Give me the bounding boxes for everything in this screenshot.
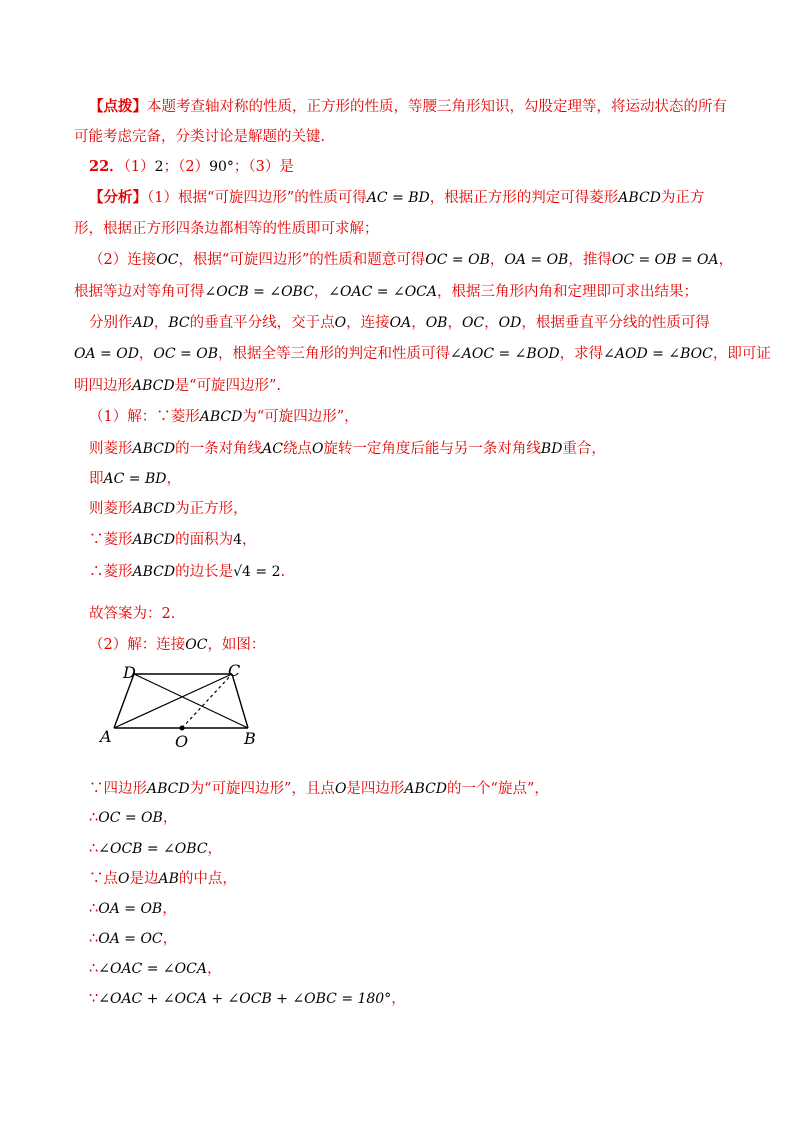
math: ∠AOC = ∠BOD bbox=[450, 346, 560, 362]
text: ， bbox=[484, 315, 499, 331]
text: ，求得 bbox=[559, 346, 604, 362]
math: ∠OAC + ∠OCA + ∠OCB + ∠OBC = 180° bbox=[98, 991, 392, 1007]
text: ∵菱形 bbox=[89, 532, 133, 548]
text: 是边 bbox=[129, 871, 159, 887]
text: ， bbox=[162, 810, 178, 826]
text: ， bbox=[718, 252, 734, 268]
answer-part-1-label: （1） bbox=[123, 159, 155, 175]
math: ABCD bbox=[132, 378, 175, 394]
math: BC bbox=[168, 315, 190, 331]
solution-2-step-8 bbox=[89, 988, 406, 1010]
text: （2）连接 bbox=[89, 252, 157, 268]
math: OC bbox=[156, 252, 179, 268]
math: OC = OB = OA bbox=[611, 252, 719, 268]
trapezoid-figure bbox=[96, 658, 276, 753]
diagonal-bd bbox=[134, 674, 248, 728]
math: O bbox=[311, 441, 324, 457]
text: 旋转一定角度后能与另一条对角线 bbox=[323, 441, 541, 457]
text: ， bbox=[411, 315, 426, 331]
math: ABCD bbox=[132, 532, 176, 548]
analysis-line-5 bbox=[89, 312, 710, 334]
math: OC = OB bbox=[153, 346, 219, 362]
math: AC = BD bbox=[366, 190, 430, 206]
text: 则菱形 bbox=[89, 501, 133, 517]
solution-1-line-1 bbox=[89, 406, 359, 428]
solution-1-line-5 bbox=[89, 529, 257, 551]
text: 分别作 bbox=[89, 315, 133, 331]
math: OA = OD bbox=[74, 346, 139, 362]
text: 根据等边对等角可得 bbox=[74, 284, 205, 300]
solution-2-step-3 bbox=[89, 838, 222, 860]
text: ，即可证 bbox=[712, 346, 771, 362]
text: ，根据正方形的判定可得菱形 bbox=[429, 190, 619, 206]
analysis-line-6 bbox=[74, 343, 771, 365]
tip-label: 【点拨】 bbox=[89, 98, 147, 115]
text: ， bbox=[207, 841, 223, 857]
math: OA = OB bbox=[98, 901, 163, 917]
solution-2-step-1 bbox=[89, 778, 549, 800]
math: OA = OB bbox=[504, 252, 569, 268]
text: ， bbox=[166, 471, 181, 487]
math: OC bbox=[461, 315, 485, 331]
text: 则菱形 bbox=[89, 441, 133, 457]
analysis-line-7 bbox=[74, 375, 281, 397]
math: ∠OCB = ∠OBC bbox=[98, 841, 208, 857]
text: ， bbox=[153, 315, 169, 331]
math: AD bbox=[132, 315, 154, 331]
text: 明四边形 bbox=[74, 378, 132, 394]
solution-1-line-6 bbox=[89, 561, 285, 583]
solution-1-line-2 bbox=[89, 438, 606, 460]
answer-part-2: 90° bbox=[209, 159, 234, 175]
math: ∠AOD = ∠BOC bbox=[603, 346, 713, 362]
text: 的面积为 bbox=[175, 532, 234, 548]
text: 的边长是 bbox=[175, 564, 234, 580]
text: ， bbox=[162, 901, 177, 917]
text: （2）解：连接 bbox=[89, 637, 186, 653]
text: ∴ bbox=[89, 961, 99, 977]
tip-text-1: 本题考查轴对称的性质，正方形的性质，等腰三角形知识，勾股定理等，将运动状态的所有 bbox=[147, 99, 727, 115]
text: 为“可旋四边形”，且点 bbox=[189, 781, 335, 797]
tip-line-1 bbox=[89, 96, 727, 118]
text: ，推得 bbox=[568, 252, 612, 268]
text: 的中点， bbox=[178, 871, 237, 887]
label-o: O bbox=[175, 732, 189, 751]
text: ，根据垂直平分线的性质可得 bbox=[521, 315, 710, 331]
math: ABCD bbox=[618, 190, 661, 206]
analysis-line-3 bbox=[89, 249, 733, 271]
text: ∴ bbox=[89, 810, 99, 826]
text: 为正方形， bbox=[175, 501, 248, 517]
text: ∴ bbox=[89, 901, 99, 917]
math: ABCD bbox=[132, 501, 176, 517]
math: ABCD bbox=[132, 441, 176, 457]
analysis-label: 【分析】 bbox=[89, 189, 147, 206]
math: OA bbox=[389, 315, 412, 331]
label-b: B bbox=[244, 729, 256, 748]
math: O bbox=[334, 781, 347, 797]
solution-1-line-3 bbox=[89, 468, 181, 490]
solution-2-line-1 bbox=[89, 634, 265, 656]
number: 4 bbox=[233, 532, 243, 548]
text: ∴ bbox=[89, 841, 99, 857]
math: ABCD bbox=[199, 409, 243, 425]
label-c: C bbox=[228, 661, 241, 680]
segment-bc bbox=[232, 674, 248, 728]
solution-2-step-5 bbox=[89, 898, 177, 920]
math: OD bbox=[498, 315, 522, 331]
point-o bbox=[180, 726, 185, 731]
math: ∠OCB = ∠OBC bbox=[204, 284, 314, 300]
text: ， bbox=[162, 931, 178, 947]
text: ∴菱形 bbox=[89, 564, 133, 580]
math: O bbox=[334, 315, 347, 331]
text: ， bbox=[313, 284, 329, 300]
math: ABCD bbox=[404, 781, 448, 797]
analysis-line-1 bbox=[89, 187, 704, 209]
text: ，连接 bbox=[346, 315, 390, 331]
text: ， bbox=[138, 346, 154, 362]
math: ABCD bbox=[147, 781, 190, 797]
solution-2-step-2 bbox=[89, 807, 177, 829]
text: ，如图： bbox=[207, 637, 266, 653]
question-number: 22． bbox=[89, 158, 124, 175]
analysis-line-2 bbox=[74, 218, 379, 240]
solution-2-step-4 bbox=[89, 868, 237, 890]
text: （1）根据“可旋四边形”的性质可得 bbox=[147, 190, 367, 206]
math: BD bbox=[540, 441, 563, 457]
label-d: D bbox=[123, 663, 136, 682]
answer-part-1: 2 bbox=[154, 159, 164, 175]
answer-part-2-label: ；（2） bbox=[163, 159, 210, 175]
text: 即 bbox=[89, 471, 104, 487]
math: ∠OAC = ∠OCA bbox=[98, 961, 207, 977]
segment-oc-dashed bbox=[182, 674, 232, 728]
math: OC bbox=[185, 637, 208, 653]
math: OB bbox=[425, 315, 448, 331]
text: ∵四边形 bbox=[89, 781, 147, 797]
solution-2-step-6 bbox=[89, 928, 177, 950]
math: ∠OAC = ∠OCA bbox=[328, 284, 438, 300]
text: ，根据三角形内角和定理即可求出结果； bbox=[437, 284, 699, 300]
math: AB bbox=[158, 871, 179, 887]
text: 为正方 bbox=[660, 190, 705, 206]
text: ∴ bbox=[89, 931, 99, 947]
math: OA = OC bbox=[98, 931, 163, 947]
text: 是四边形 bbox=[346, 781, 405, 797]
tip-line-2 bbox=[74, 126, 325, 148]
math: OC = OB bbox=[98, 810, 163, 826]
text: 的一个“旋点”， bbox=[447, 781, 549, 797]
math: AC = BD bbox=[103, 471, 167, 487]
text: ， bbox=[391, 991, 406, 1007]
answer-part-3: ；（3）是 bbox=[233, 159, 294, 175]
text: ∵点 bbox=[89, 871, 118, 887]
text: ，根据全等三角形的判定和性质可得 bbox=[218, 346, 451, 362]
tip-text-2: 可能考虑完备，分类讨论是解题的关键. bbox=[74, 129, 326, 145]
solution-2-step-7 bbox=[89, 958, 221, 980]
solution-1-answer bbox=[89, 603, 185, 625]
text: 的一条对角线 bbox=[175, 441, 263, 457]
math: AC bbox=[262, 441, 283, 457]
solution-1-line-4 bbox=[89, 498, 248, 520]
text: 的垂直平分线，交于点 bbox=[189, 315, 335, 331]
text: ，根据“可旋四边形”的性质和题意可得 bbox=[178, 252, 426, 268]
text: ， bbox=[206, 961, 222, 977]
math: OC = OB bbox=[425, 252, 490, 268]
text: 重合， bbox=[562, 441, 606, 457]
text: （1）解：∵菱形 bbox=[89, 409, 200, 425]
text: ， bbox=[242, 532, 257, 548]
label-a: A bbox=[100, 727, 112, 746]
number: √4 = 2 bbox=[233, 564, 281, 580]
analysis-line-4 bbox=[74, 281, 698, 303]
text: 为“可旋四边形”， bbox=[242, 409, 359, 425]
text: 形，根据正方形四条边都相等的性质即可求解； bbox=[74, 221, 379, 237]
question-22-answers bbox=[89, 156, 294, 178]
text: ， bbox=[447, 315, 462, 331]
text: ， bbox=[489, 252, 505, 268]
text: 是“可旋四边形”. bbox=[174, 378, 282, 394]
text: . bbox=[280, 564, 286, 580]
math: O bbox=[118, 871, 130, 887]
text: 绕点 bbox=[282, 441, 312, 457]
text: ∵ bbox=[89, 991, 99, 1007]
math: ABCD bbox=[132, 564, 176, 580]
text: 故答案为：2． bbox=[89, 606, 186, 622]
